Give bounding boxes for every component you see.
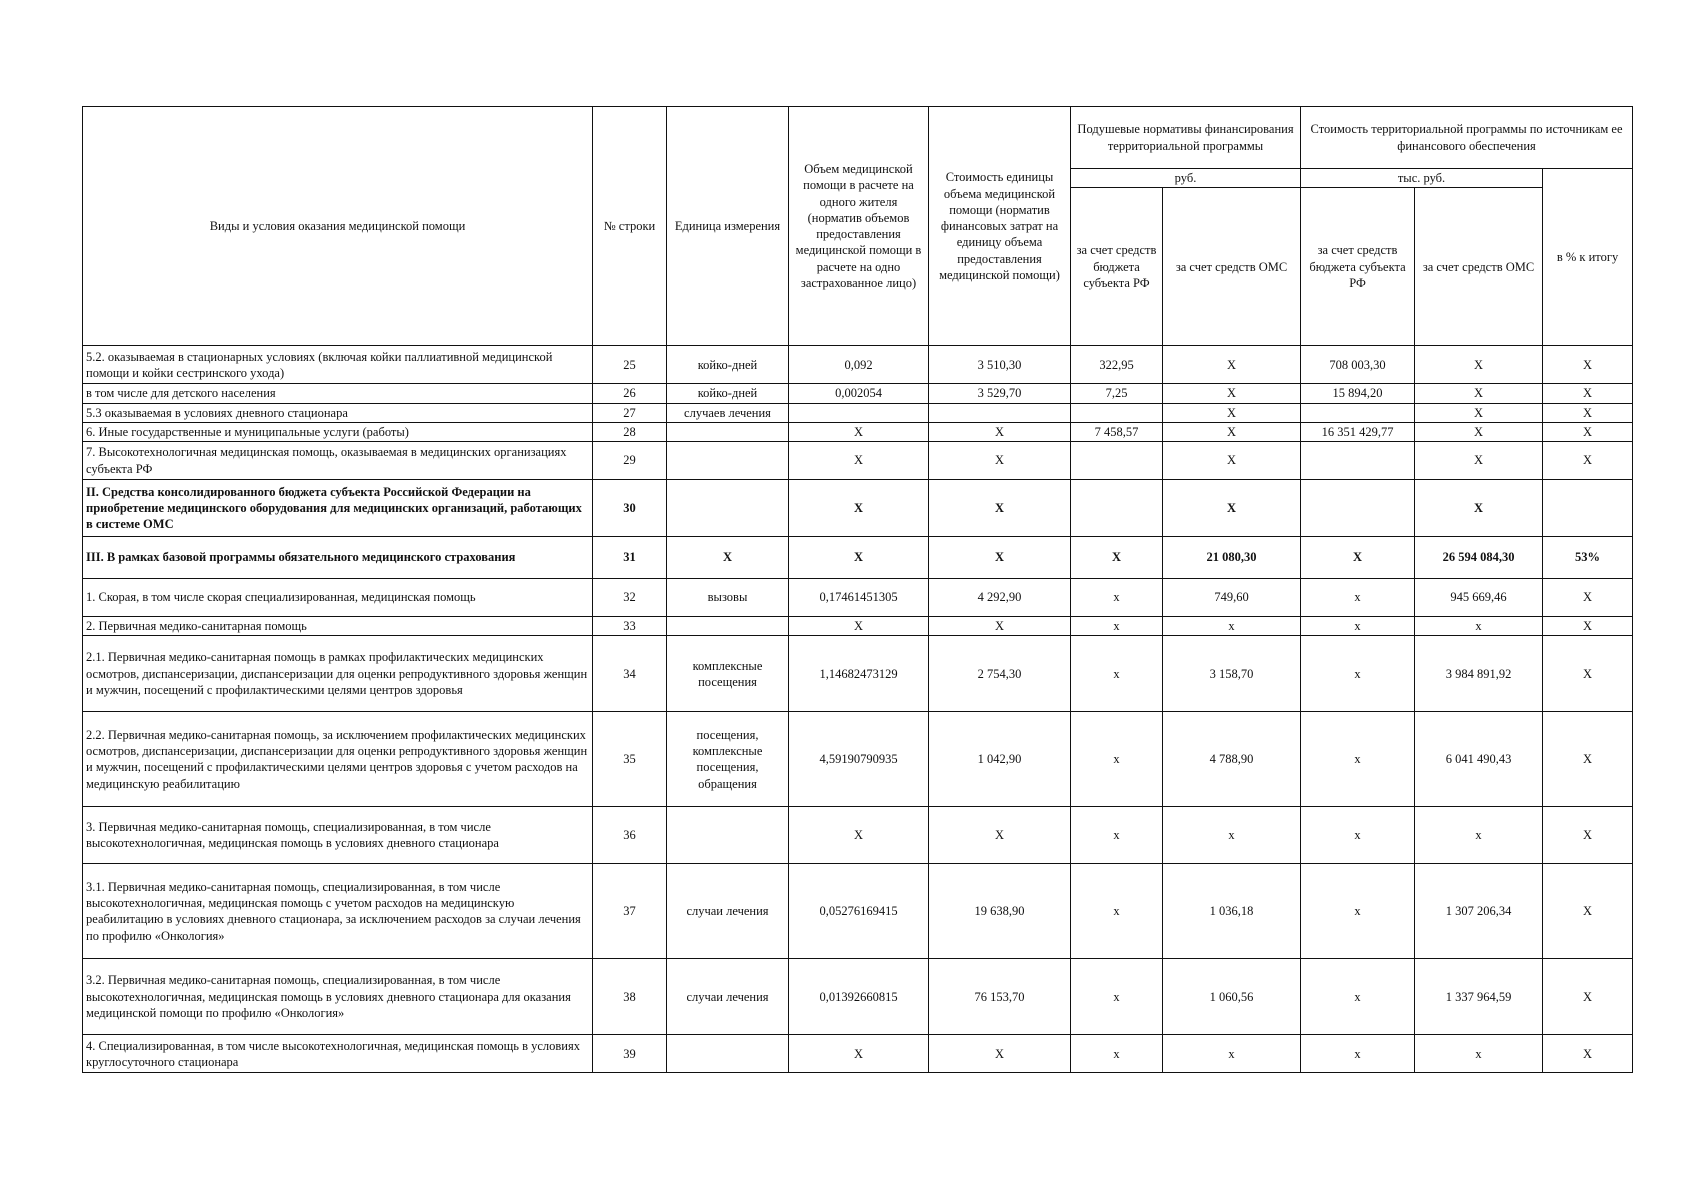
col-header-unit: Единица измерения	[667, 107, 789, 346]
row-volume: 4,59190790935	[789, 712, 929, 807]
row-pc-budget	[1071, 403, 1163, 422]
row-pc-budget: 7,25	[1071, 384, 1163, 403]
row-tc-oms: 945 669,46	[1415, 579, 1543, 617]
row-cost: 3 529,70	[929, 384, 1071, 403]
table-row	[83, 384, 1633, 403]
row-tc-oms: X	[1415, 384, 1543, 403]
row-name: 2. Первичная медико-санитарная помощь	[83, 617, 593, 636]
row-tc-budget: x	[1301, 1035, 1415, 1073]
row-number: 26	[593, 384, 667, 403]
row-cost: X	[929, 1035, 1071, 1073]
row-cost: 1 042,90	[929, 712, 1071, 807]
row-pc-budget: x	[1071, 636, 1163, 712]
table-row	[83, 807, 1633, 864]
row-number: 32	[593, 579, 667, 617]
group-header-program-cost: Стоимость территориальной программы по источникам ее финансового обеспечения	[1301, 107, 1633, 169]
row-number: 29	[593, 442, 667, 480]
row-tc-budget: X	[1301, 537, 1415, 579]
row-tc-budget: 708 003,30	[1301, 346, 1415, 384]
row-cost: 2 754,30	[929, 636, 1071, 712]
row-cost: X	[929, 422, 1071, 441]
row-tc-percent: X	[1543, 636, 1633, 712]
program-cost-table	[82, 106, 1633, 1073]
row-name: 5.2. оказываемая в стационарных условиях (включая койки паллиативной медицинской помощи и койки сестринского ухода)	[83, 346, 593, 384]
row-tc-percent: X	[1543, 384, 1633, 403]
col-header-tc-oms: за счет средств ОМС	[1415, 188, 1543, 346]
row-volume: 0,002054	[789, 384, 929, 403]
row-tc-percent: X	[1543, 579, 1633, 617]
row-volume: 0,092	[789, 346, 929, 384]
row-tc-budget: 16 351 429,77	[1301, 422, 1415, 441]
row-pc-oms: 4 788,90	[1163, 712, 1301, 807]
col-header-row-no: № строки	[593, 107, 667, 346]
row-cost: 3 510,30	[929, 346, 1071, 384]
row-cost: 4 292,90	[929, 579, 1071, 617]
row-number: 31	[593, 537, 667, 579]
row-tc-percent: X	[1543, 712, 1633, 807]
table-row	[83, 422, 1633, 441]
row-name: 3. Первичная медико-санитарная помощь, специализированная, в том числе высокотехнологичная, медицинская помощь в условиях дневного стационара	[83, 807, 593, 864]
row-pc-budget: x	[1071, 712, 1163, 807]
col-header-pc-oms: за счет средств ОМС	[1163, 188, 1301, 346]
table-row	[83, 1035, 1633, 1073]
row-pc-oms: X	[1163, 384, 1301, 403]
row-tc-budget: x	[1301, 617, 1415, 636]
row-unit	[667, 442, 789, 480]
table-row	[83, 712, 1633, 807]
row-tc-percent: X	[1543, 346, 1633, 384]
row-number: 33	[593, 617, 667, 636]
col-header-cost: Стоимость единицы объема медицинской помощи (норматив финансовых затрат на единицу объема предоставления медицинской помощи)	[929, 107, 1071, 346]
row-number: 28	[593, 422, 667, 441]
row-name: 3.2. Первичная медико-санитарная помощь, специализированная, в том числе высокотехнологичная, медицинская помощь в условиях дневного стационара для оказания медицинской помощи по профилю «Онкология»	[83, 959, 593, 1035]
row-tc-budget: x	[1301, 636, 1415, 712]
row-unit: койко-дней	[667, 346, 789, 384]
row-tc-oms: X	[1415, 480, 1543, 537]
unit-header-rub: руб.	[1071, 169, 1301, 188]
row-number: 36	[593, 807, 667, 864]
row-pc-oms: x	[1163, 617, 1301, 636]
row-unit: комплексные посещения	[667, 636, 789, 712]
row-tc-budget	[1301, 442, 1415, 480]
col-header-tc-budget: за счет средств бюджета субъекта РФ	[1301, 188, 1415, 346]
row-volume: 0,17461451305	[789, 579, 929, 617]
row-number: 30	[593, 480, 667, 537]
row-pc-oms: X	[1163, 346, 1301, 384]
row-cost: X	[929, 537, 1071, 579]
row-name: 2.2. Первичная медико-санитарная помощь, за исключением профилактических медицинских осмотров, диспансеризации, диспансеризации для оценки репродуктивного здоровья женщин и мужчин, посещений с профилактическими целями центров здоровья с учетом расходов на медицинскую реабилитацию	[83, 712, 593, 807]
row-tc-budget	[1301, 480, 1415, 537]
row-tc-budget: x	[1301, 579, 1415, 617]
table-row	[83, 617, 1633, 636]
row-unit	[667, 422, 789, 441]
row-volume: 0,05276169415	[789, 864, 929, 959]
row-unit	[667, 1035, 789, 1073]
row-cost: X	[929, 617, 1071, 636]
row-tc-percent	[1543, 480, 1633, 537]
row-pc-oms: X	[1163, 422, 1301, 441]
row-tc-percent: X	[1543, 807, 1633, 864]
row-pc-oms: 21 080,30	[1163, 537, 1301, 579]
row-tc-percent: X	[1543, 864, 1633, 959]
table-row	[83, 579, 1633, 617]
row-volume: 1,14682473129	[789, 636, 929, 712]
row-volume: X	[789, 617, 929, 636]
row-number: 35	[593, 712, 667, 807]
row-pc-oms: x	[1163, 1035, 1301, 1073]
row-tc-oms: 1 307 206,34	[1415, 864, 1543, 959]
row-tc-oms: 26 594 084,30	[1415, 537, 1543, 579]
row-number: 27	[593, 403, 667, 422]
row-unit: X	[667, 537, 789, 579]
row-name: в том числе для детского населения	[83, 384, 593, 403]
row-tc-percent: X	[1543, 959, 1633, 1035]
row-pc-budget	[1071, 480, 1163, 537]
row-unit: случаи лечения	[667, 864, 789, 959]
col-header-type: Виды и условия оказания медицинской помощи	[83, 107, 593, 346]
row-unit: посещения, комплексные посещения, обращения	[667, 712, 789, 807]
row-tc-budget: x	[1301, 712, 1415, 807]
row-pc-oms: X	[1163, 403, 1301, 422]
row-unit	[667, 617, 789, 636]
row-name: 6. Иные государственные и муниципальные услуги (работы)	[83, 422, 593, 441]
row-unit	[667, 807, 789, 864]
row-tc-oms: 6 041 490,43	[1415, 712, 1543, 807]
row-unit: койко-дней	[667, 384, 789, 403]
row-number: 25	[593, 346, 667, 384]
row-volume: X	[789, 480, 929, 537]
row-name: II. Средства консолидированного бюджета субъекта Российской Федерации на приобретение медицинского оборудования для медицинских организаций, работающих в системе ОМС	[83, 480, 593, 537]
table-row	[83, 537, 1633, 579]
row-number: 39	[593, 1035, 667, 1073]
row-tc-oms: X	[1415, 442, 1543, 480]
row-number: 37	[593, 864, 667, 959]
row-name: 1. Скорая, в том числе скорая специализированная, медицинская помощь	[83, 579, 593, 617]
row-pc-budget: X	[1071, 537, 1163, 579]
col-header-pc-budget: за счет средств бюджета субъекта РФ	[1071, 188, 1163, 346]
row-volume: 0,01392660815	[789, 959, 929, 1035]
row-tc-oms: x	[1415, 1035, 1543, 1073]
row-tc-oms: X	[1415, 422, 1543, 441]
row-volume	[789, 403, 929, 422]
row-name: 3.1. Первичная медико-санитарная помощь, специализированная, в том числе высокотехнологичная, медицинская помощь с учетом расходов на медицинскую реабилитацию в условиях дневного стационара, за исключением расходов за случаи лечения по профилю «Онкология»	[83, 864, 593, 959]
col-header-tc-percent: в % к итогу	[1543, 169, 1633, 346]
row-pc-oms: 3 158,70	[1163, 636, 1301, 712]
row-pc-budget: x	[1071, 1035, 1163, 1073]
row-cost: 19 638,90	[929, 864, 1071, 959]
row-tc-percent: X	[1543, 403, 1633, 422]
row-volume: X	[789, 537, 929, 579]
row-pc-budget: x	[1071, 579, 1163, 617]
row-name: III. В рамках базовой программы обязательного медицинского страхования	[83, 537, 593, 579]
row-tc-percent: X	[1543, 422, 1633, 441]
row-tc-oms: x	[1415, 807, 1543, 864]
row-unit: случаи лечения	[667, 959, 789, 1035]
row-tc-budget: x	[1301, 807, 1415, 864]
row-name: 2.1. Первичная медико-санитарная помощь в рамках профилактических медицинских осмотров, диспансеризации, диспансеризации для оценки репродуктивного здоровья женщин и мужчин, посещений с профилактическими целями центров здоровья	[83, 636, 593, 712]
row-cost: X	[929, 480, 1071, 537]
table-row	[83, 480, 1633, 537]
row-cost: X	[929, 442, 1071, 480]
row-tc-oms: 3 984 891,92	[1415, 636, 1543, 712]
row-volume: X	[789, 807, 929, 864]
row-pc-budget: 322,95	[1071, 346, 1163, 384]
row-volume: X	[789, 442, 929, 480]
row-tc-oms: X	[1415, 346, 1543, 384]
row-name: 4. Специализированная, в том числе высокотехнологичная, медицинская помощь в условиях круглосуточного стационара	[83, 1035, 593, 1073]
row-unit	[667, 480, 789, 537]
row-tc-budget: x	[1301, 864, 1415, 959]
row-pc-oms: 1 060,56	[1163, 959, 1301, 1035]
row-tc-oms: x	[1415, 617, 1543, 636]
row-tc-budget: x	[1301, 959, 1415, 1035]
row-volume: X	[789, 1035, 929, 1073]
row-name: 7. Высокотехнологичная медицинская помощь, оказываемая в медицинских организациях субъекта РФ	[83, 442, 593, 480]
row-unit: вызовы	[667, 579, 789, 617]
table-row	[83, 403, 1633, 422]
row-cost: 76 153,70	[929, 959, 1071, 1035]
row-pc-oms: X	[1163, 442, 1301, 480]
unit-header-thousand-rub: тыс. руб.	[1301, 169, 1543, 188]
row-pc-oms: 749,60	[1163, 579, 1301, 617]
row-pc-oms: X	[1163, 480, 1301, 537]
row-tc-percent: X	[1543, 617, 1633, 636]
row-pc-budget: x	[1071, 807, 1163, 864]
row-tc-percent: 53%	[1543, 537, 1633, 579]
row-pc-budget: 7 458,57	[1071, 422, 1163, 441]
col-header-volume: Объем медицинской помощи в расчете на одного жителя (норматив объемов предоставления медицинской помощи в расчете на одно застрахованное лицо)	[789, 107, 929, 346]
row-tc-budget: 15 894,20	[1301, 384, 1415, 403]
row-pc-oms: x	[1163, 807, 1301, 864]
table-row	[83, 959, 1633, 1035]
table-row	[83, 864, 1633, 959]
table-row	[83, 636, 1633, 712]
group-header-percapita: Подушевые нормативы финансирования территориальной программы	[1071, 107, 1301, 169]
row-number: 34	[593, 636, 667, 712]
row-pc-budget: x	[1071, 959, 1163, 1035]
row-tc-percent: X	[1543, 1035, 1633, 1073]
row-number: 38	[593, 959, 667, 1035]
row-cost	[929, 403, 1071, 422]
row-tc-oms: X	[1415, 403, 1543, 422]
row-unit: случаев лечения	[667, 403, 789, 422]
row-tc-oms: 1 337 964,59	[1415, 959, 1543, 1035]
row-pc-budget: x	[1071, 617, 1163, 636]
table-row	[83, 346, 1633, 384]
row-tc-budget	[1301, 403, 1415, 422]
row-tc-percent: X	[1543, 442, 1633, 480]
table-row	[83, 442, 1633, 480]
row-pc-oms: 1 036,18	[1163, 864, 1301, 959]
row-cost: X	[929, 807, 1071, 864]
row-pc-budget: x	[1071, 864, 1163, 959]
row-pc-budget	[1071, 442, 1163, 480]
row-name: 5.3 оказываемая в условиях дневного стационара	[83, 403, 593, 422]
row-volume: X	[789, 422, 929, 441]
